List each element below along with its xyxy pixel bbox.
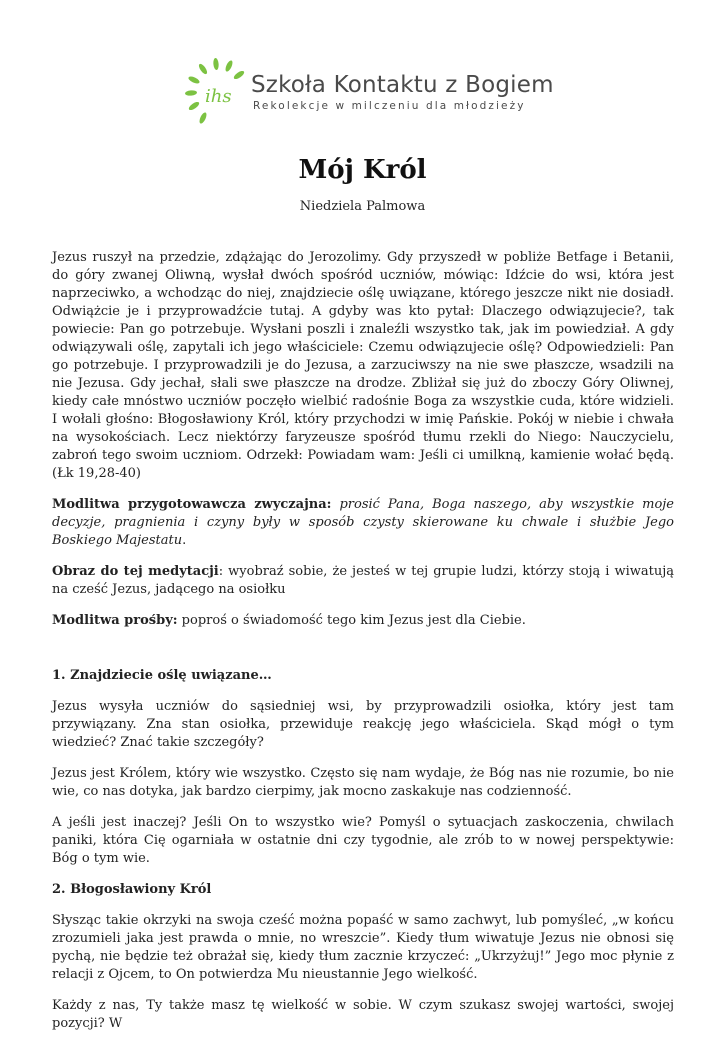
meditation-image-text: : wyobraź sobie, że jesteś w tej grupie ludzi, którzy stoją i wiwatują na cześć Jezus, jadącego na osiołku xyxy=(52,564,674,597)
prayer-prep-paragraph xyxy=(52,496,674,550)
prayer-prep-text: prosić Pana, Boga naszego, aby wszystkie moje decyzje, pragnienia i czyny były w sposób czysty skierowane ku chwale i służbie Jego Boskiego Majestatu xyxy=(52,497,674,548)
meditation-image-label: Obraz do tej medytacji xyxy=(52,564,219,579)
logo-title: Szkoła Kontaktu z Bogiem xyxy=(251,72,554,98)
section1-heading: 1. Znajdziecie oślę uwiązane… xyxy=(52,668,272,683)
petition-text: poproś o świadomość tego kim Jezus jest dla Ciebie. xyxy=(177,613,526,628)
logo-mark-text: ihs xyxy=(205,86,232,107)
meditation-image-paragraph xyxy=(52,563,674,599)
prayer-prep-end: . xyxy=(182,533,187,548)
page-subtitle: Niedziela Palmowa xyxy=(299,199,426,214)
logo-subtitle: Rekolekcje w milczeniu dla młodzieży xyxy=(253,100,526,112)
site-header xyxy=(183,58,554,128)
page-title: Mój Król xyxy=(298,155,427,185)
section1-paragraph: A jeśli jest inaczej? Jeśli On to wszystko wie? Pomyśl o sytuacjach zaskoczenia, chwilach paniki, która Cię ogarniała w ostatnie dni czy tygodnie, ale zrób to w nowej perspektywie: Bóg o tym wie. xyxy=(52,815,674,866)
section1-paragraph: Jezus jest Królem, który wie wszystko. Często się nam wydaje, że Bóg nas nie rozumie, bo nie wie, co nas dotyka, jak bardzo cierpimy, jak mocno zaskakuje nas codzienność. xyxy=(52,766,674,799)
gospel-paragraph: Jezus ruszył na przedzie, zdążając do Jerozolimy. Gdy przyszedł w pobliże Betfage i Betanii, do góry zwanej Oliwną, wysłał dwóch spośród uczniów, mówiąc: Idźcie do wsi, która jest naprzeciwko, a wchodząc do niej, znajdziecie oślę uwiązane, którego jeszcze nikt nie dosiadł. Odwiążcie je i przyprowadźcie tutaj. A gdyby was kto pytał: Dlaczego odwiązujecie?, tak powiecie: Pan go potrzebuje. Wysłani poszli i znaleźli wszystko tak, jak im powiedział. A gdy odwiązywali oślę, zapytali ich jego właściciele: Czemu odwiązujecie oślę? Odpowiedzieli: Pan go potrzebuje. I przyprowadzili je do Jezusa, a zarzuciwszy na nie swe płaszcze, wsadzili na nie Jezusa. Gdy jechał, słali swe płaszcze na drodze. Zbliżał się już do zboczy Góry Oliwnej, kiedy całe mnóstwo uczniów poczęło wielbić radośnie Boga za wszystkie cuda, które widzieli. I wołali głośno: Błogosławiony Król, który przychodzi w imię Pańskie. Pokój w niebie i chwała na wysokościach. Lecz niektórzy faryzeusze spośród tłumu rzekli do Niego: Nauczycielu, zabroń tego swoim uczniom. Odrzekł: Powiadam wam: Jeśli ci umilkną, kamienie wołać będą. (Łk 19,28-40) xyxy=(52,250,674,481)
prayer-prep-label: Modlitwa przygotowawcza zwyczajna: xyxy=(52,497,332,512)
article-body xyxy=(52,249,674,1046)
logo-sun-icon xyxy=(183,58,253,128)
section2-heading: 2. Błogosławiony Król xyxy=(52,882,212,897)
section2-paragraph: Każdy z nas, Ty także masz tę wielkość w sobie. W czym szukasz swojej wartości, swojej pozycji? W xyxy=(52,998,674,1031)
petition-paragraph xyxy=(52,612,674,630)
section2-paragraph: Słysząc takie okrzyki na swoja cześć można popaść w samo zachwyt, lub pomyśleć, „w końcu zrozumieli jaka jest prawda o mnie, no wreszcie”. Kiedy tłum wiwatuje Jezus nie obnosi się pychą, nie będzie też obrażał się, kiedy tłum zacznie krzyczeć: „Ukrzyżuj!” Jego moc płynie z relacji z Ojcem, to On potwierdza Mu nieustannie Jego wielkość. xyxy=(52,913,674,982)
section1-paragraph: Jezus wysyła uczniów do sąsiedniej wsi, by przyprowadzili osiołka, który jest tam przywiązany. Zna stan osiołka, przewiduje reakcję jego właściciela. Skąd mógł o tym wiedzieć? Znać takie szczegóły? xyxy=(52,699,674,750)
petition-label: Modlitwa prośby: xyxy=(52,613,178,628)
